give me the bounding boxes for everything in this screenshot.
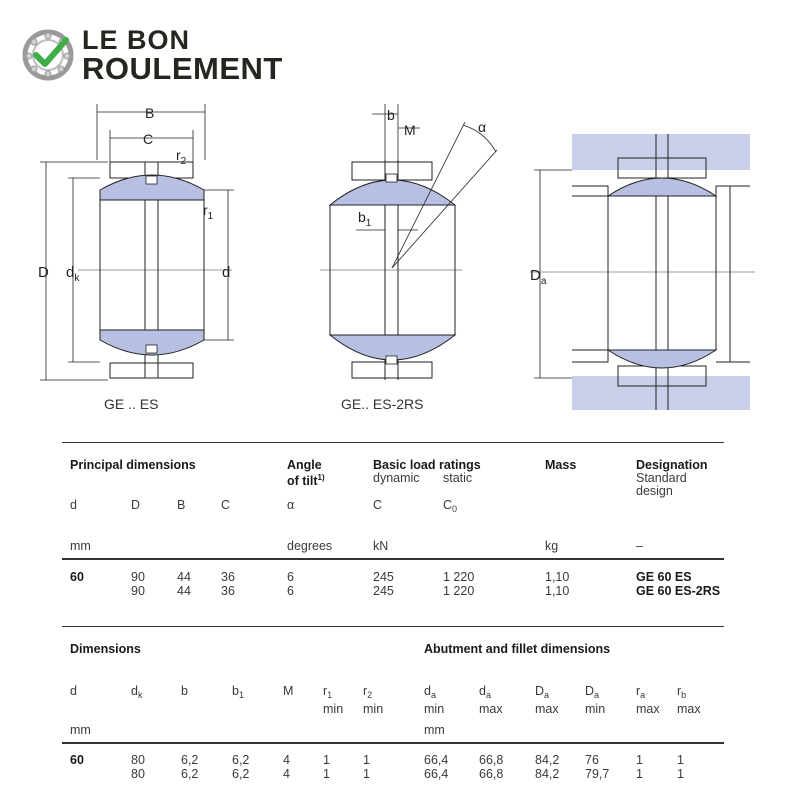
unit-mm: mm [70,539,91,553]
unit2-mm-right: mm [424,723,445,737]
t1-row1-B: 44 [177,570,191,584]
t2-row2-dk: 80 [131,767,145,781]
t2-row1-M: 4 [283,753,290,767]
sym-alpha: α [287,498,295,512]
t2-row1-Da-min: 76 [585,753,599,767]
t2-row2-r1: 1 [323,767,330,781]
label-dk-sub: k [74,273,80,284]
sym2-da-min: $d_a$ min [424,684,445,716]
hdr-designation: Designation [636,458,708,472]
label-Da-sub: a [540,276,547,287]
sym2-M: M [283,684,294,698]
sym-C: C [221,498,231,512]
sym2-d: d [70,684,77,698]
drawing-ge-es [30,98,260,418]
t1-row1-alpha: 6 [287,570,294,584]
hdr-mass: Mass [545,458,577,472]
t2-row1-d: 60 [70,753,84,767]
t2-row2-Da-max: 84,2 [535,767,560,781]
label-M: M [404,122,416,138]
t2-row2-Da-min: 79,7 [585,767,610,781]
hdr-principal: Principal dimensions [70,458,196,472]
t2-row2-r2: 1 [363,767,370,781]
t2-row2-b: 6,2 [181,767,199,781]
sym2-dk: $d_k$ [131,684,143,700]
t2-row1-Da-max: 84,2 [535,753,560,767]
label-r1: r [203,202,208,218]
label-dk: d [66,264,75,281]
t1-row1-Cdyn: 245 [373,570,394,584]
svg-text:b1 [358,209,372,229]
label-b1-sub: 1 [365,218,372,229]
sym-B: B [177,498,186,512]
t1-row1-designation: GE 60 ES [636,570,692,584]
divider [62,442,724,443]
t2-row2-rb: 1 [677,767,684,781]
label-b1: b [358,209,366,225]
t1-row1-mass: 1,10 [545,570,570,584]
t1-row1-D: 90 [131,570,145,584]
sym2-rb: $r_b$ max [677,684,701,716]
sym-D: D [131,498,141,512]
hdr-static: static [443,471,473,485]
t2-row1-da-min: 66,4 [424,753,449,767]
sym-C0: $C_0$ [443,498,458,514]
t2-row1-rb: 1 [677,753,684,767]
divider [62,558,724,560]
hdr-dimensions: Dimensions [70,642,141,656]
brand-line2: ROULEMENT [82,51,283,86]
hdr-angle: Angle [287,458,322,472]
t1-row2-alpha: 6 [287,584,294,598]
label-r2-sub: 2 [180,156,187,167]
drawing-mounting [525,134,755,412]
sym2-da-max: $d_a$ max [479,684,503,716]
t1-row2-C0: 1 220 [443,584,475,598]
t2-row1-da-max: 66,8 [479,753,504,767]
t1-row1-C: 36 [221,570,235,584]
t2-row1-r1: 1 [323,753,330,767]
t2-row1-b: 6,2 [181,753,199,767]
label-B: B [145,105,155,121]
hdr-abutment: Abutment and fillet dimensions [424,642,611,656]
t1-row1-C0: 1 220 [443,570,475,584]
unit-dash: – [636,539,643,553]
label-alpha: α [478,119,487,135]
sym-d: d [70,498,77,512]
unit-kg: kg [545,539,559,553]
label-Da: D [530,267,541,284]
drawing-ge-es-2rs [315,98,515,398]
sym2-r1: $r_1$ min [323,684,344,716]
hdr-standard: Standard [636,471,687,485]
sym-Cdyn: C [373,498,383,512]
t2-row1-ra: 1 [636,753,643,767]
t1-row2-C: 36 [221,584,235,598]
t2-row2-M: 4 [283,767,290,781]
t1-row2-designation: GE 60 ES-2RS [636,584,721,598]
t1-row2-Cdyn: 245 [373,584,394,598]
sym2-b1: $b_1$ [232,684,244,700]
unit-kN: kN [373,539,389,553]
t2-row1-r2: 1 [363,753,370,767]
sym2-b: b [181,684,188,698]
caption-ge-es-2rs: GE.. ES-2RS [341,396,424,412]
sym2-Da-min: $D_a$ min [585,684,606,716]
sym2-Da-max: $D_a$ max [535,684,559,716]
sym2-r2: $r_2$ min [363,684,384,716]
unit2-mm-left: mm [70,723,91,737]
svg-text:r2 [176,147,187,167]
svg-text:r1 [203,202,214,222]
hdr-ratings: Basic load ratings [373,458,481,472]
bearing-check-icon [22,28,76,82]
caption-ge-es: GE .. ES [104,396,159,412]
t2-row1-b1: 6,2 [232,753,250,767]
hdr-dynamic: dynamic [373,471,420,485]
t2-row1-dk: 80 [131,753,145,767]
t2-row2-da-max: 66,8 [479,767,504,781]
unit-degrees: degrees [287,539,333,553]
hdr-angle-line2: of tilt$^{1)}$ [287,473,325,488]
label-D: D [38,264,49,281]
t1-row1-d: 60 [70,570,84,584]
label-d: d [222,264,231,281]
t1-row2-D: 90 [131,584,145,598]
divider [62,626,724,627]
label-r1-sub: 1 [207,211,214,222]
svg-text:Da [530,267,547,287]
t2-row2-da-min: 66,4 [424,767,449,781]
label-C: C [143,131,154,147]
t2-row2-ra: 1 [636,767,643,781]
hdr-design: design [636,484,673,498]
brand-logo [22,24,312,86]
label-b: b [387,107,395,123]
t1-row2-B: 44 [177,584,191,598]
sym2-ra: $r_a$ max [636,684,660,716]
t1-row2-mass: 1,10 [545,584,570,598]
t2-row2-b1: 6,2 [232,767,250,781]
brand-line1: LE BON [82,25,191,55]
divider [62,742,724,744]
label-r2: r [176,147,181,163]
